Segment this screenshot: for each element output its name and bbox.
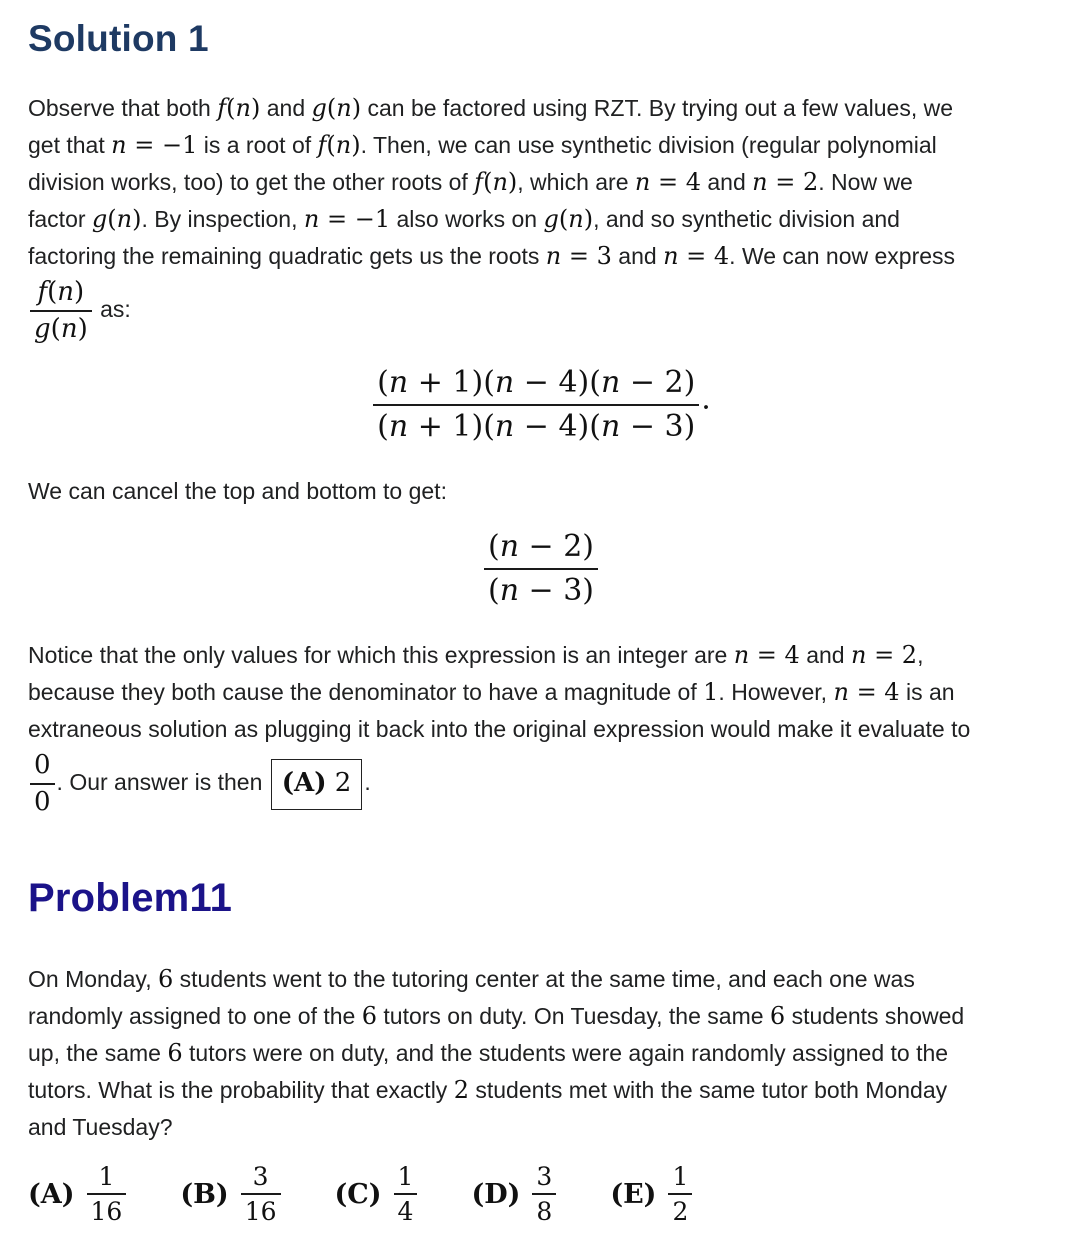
answer-letter: (A) (281, 767, 327, 798)
text-run: because they both cause the denominator to have a magnitude of (28, 679, 704, 706)
choice-label: (B) (180, 1178, 229, 1210)
text-run: students went to the tutoring center at the same time, and each one was (173, 965, 915, 992)
text-line (28, 275, 1054, 346)
text-run: and (611, 243, 664, 269)
text-run: randomly assigned to one of the (28, 1002, 362, 1029)
text-run: . Now we (818, 169, 913, 195)
inline-math: g(n) (543, 205, 594, 233)
text-run: extraneous solution as plugging it back into the original expression would make it evaluate to (28, 716, 971, 743)
text-line (28, 90, 1054, 127)
fraction-numerator: (n + 1)(n − 4)(n − 2) (373, 364, 699, 406)
inline-math: n = −1 (303, 205, 391, 233)
text-line (28, 164, 1054, 201)
text-run: Observe that both (28, 95, 218, 121)
inline-math: 6 (769, 1001, 786, 1030)
inline-math: 6 (167, 1038, 183, 1067)
choice-label: (D) (471, 1178, 521, 1210)
text-line (28, 1035, 1054, 1072)
text-run: factoring the remaining quadratic gets us the roots (28, 243, 546, 269)
inline-math: n = 4 (833, 678, 900, 707)
text-run: and (701, 169, 753, 195)
problem-heading: Problem11 (28, 875, 233, 920)
text-run: tutors were on duty, and the students were again randomly assigned to the (182, 1039, 949, 1066)
text-run: up, the same (28, 1039, 168, 1066)
fraction-numerator: 0 (30, 750, 55, 785)
text-run: . (364, 769, 371, 796)
inline-math: g(n) (311, 94, 362, 122)
text-run: and (799, 642, 851, 669)
choice-label: (E) (610, 1178, 657, 1210)
text-run: students showed (785, 1002, 965, 1029)
fraction-denominator: 0 (34, 787, 51, 818)
text-run: is an (899, 679, 955, 706)
inline-math: f(n) (217, 94, 261, 122)
text-line (28, 711, 1054, 748)
display-equation-1 (28, 362, 1054, 447)
answer-choice-C (335, 1160, 420, 1229)
inline-math: 1 (703, 678, 719, 707)
text-line (28, 1072, 1054, 1109)
fraction-numerator: 1 (668, 1162, 692, 1196)
inline-math: n = 3 (545, 242, 612, 270)
inline-math: 6 (361, 1001, 377, 1030)
text-line (28, 127, 1054, 164)
inline-math: g(n) (91, 205, 142, 233)
solution-paragraph-2 (28, 473, 1054, 510)
text-run: . Then, we can use synthetic division (regular polynomial (360, 132, 937, 158)
fraction-denominator: 16 (244, 1197, 277, 1227)
text-run: and (260, 95, 312, 121)
answer-choice-E (610, 1160, 694, 1229)
fraction-numerator: 3 (532, 1162, 556, 1196)
inline-math: n = −1 (111, 131, 198, 159)
text-run: division works, too) to get the other roots of (28, 169, 475, 195)
text-run: . Our answer is then (56, 769, 269, 796)
fraction (484, 528, 598, 609)
answer-choice-A (28, 1160, 128, 1229)
text-run: tutors. What is the probability that exactly (28, 1076, 454, 1103)
inline-math: 6 (157, 964, 174, 993)
text-run: can be factored using RZT. By trying out a few values, we (361, 95, 953, 121)
fraction-denominator: (n + 1)(n − 4)(n − 3) (377, 408, 696, 444)
text-run: and Tuesday? (28, 1113, 173, 1140)
choice-label: (C) (334, 1178, 382, 1210)
text-line (28, 238, 1054, 275)
inline-math: n = 4 (733, 641, 800, 670)
answer-choice-B (180, 1160, 282, 1229)
inline-math: 2 (453, 1075, 469, 1104)
text-run: as: (93, 295, 131, 322)
text-run: get that (28, 132, 112, 158)
text-run: . By inspection, (141, 206, 304, 232)
text-run: . However, (718, 679, 834, 706)
problem-statement (28, 961, 1054, 1146)
fraction-numerator: 1 (394, 1162, 418, 1196)
fraction-denominator: 8 (536, 1197, 553, 1227)
text-run: , (917, 642, 924, 669)
boxed-answer: (A) 2 (271, 759, 363, 810)
text-run: tutors on duty. On Tuesday, the same (377, 1002, 770, 1029)
fraction-numerator: f(n) (30, 277, 92, 312)
solution-paragraph-3 (28, 637, 1054, 819)
fraction-denominator: 16 (90, 1197, 123, 1227)
text-line (28, 998, 1054, 1035)
text-run: Notice that the only values for which this expression is an integer are (28, 642, 734, 669)
fraction-denominator: g(n) (34, 313, 88, 344)
choice-label: (A) (28, 1178, 75, 1210)
fraction-numerator: 3 (241, 1162, 281, 1196)
text-run: On Monday, (28, 965, 158, 992)
fraction (30, 277, 92, 344)
fraction (394, 1162, 418, 1227)
fraction (87, 1162, 127, 1227)
inline-math: f(n) (317, 131, 361, 159)
inline-math: n = 2 (850, 641, 918, 670)
text-line (28, 637, 1054, 674)
text-run: . We can now express (729, 243, 956, 269)
fraction-numerator: 1 (87, 1162, 127, 1196)
text-line (28, 748, 1054, 819)
fraction (373, 364, 699, 445)
text-run: We can cancel the top and bottom to get: (28, 478, 447, 505)
inline-math: n = 2 (752, 168, 819, 196)
text-line (28, 473, 1054, 510)
answer-choice-D (471, 1160, 558, 1229)
text-line (28, 1109, 1054, 1146)
text-line (28, 674, 1054, 711)
inline-math: n = 4 (663, 242, 730, 270)
text-run: , which are (517, 169, 635, 195)
solution-heading: Solution 1 (28, 18, 209, 59)
fraction-denominator: 4 (397, 1197, 414, 1227)
fraction (532, 1162, 556, 1227)
solution-paragraph-1 (28, 90, 1054, 346)
text-run: students met with the same tutor both Monday (468, 1076, 948, 1103)
text-run: factor (28, 206, 92, 232)
inline-math: n = 4 (634, 168, 701, 196)
display-equation-2 (28, 526, 1054, 611)
text-run: is a root of (197, 132, 318, 158)
text-line (28, 961, 1054, 998)
inline-math: f(n) (474, 168, 518, 196)
fraction-denominator: (n − 3) (487, 572, 595, 608)
fraction (30, 750, 55, 817)
fraction-numerator: (n − 2) (484, 528, 598, 570)
text-run: also works on (390, 206, 544, 232)
text-line (28, 201, 1054, 238)
fraction (668, 1162, 692, 1227)
text-run: , and so synthetic division and (593, 206, 900, 232)
answer-choices (28, 1160, 1054, 1239)
equation-suffix: . (701, 382, 711, 418)
fraction-denominator: 2 (672, 1197, 689, 1227)
fraction (241, 1162, 281, 1227)
